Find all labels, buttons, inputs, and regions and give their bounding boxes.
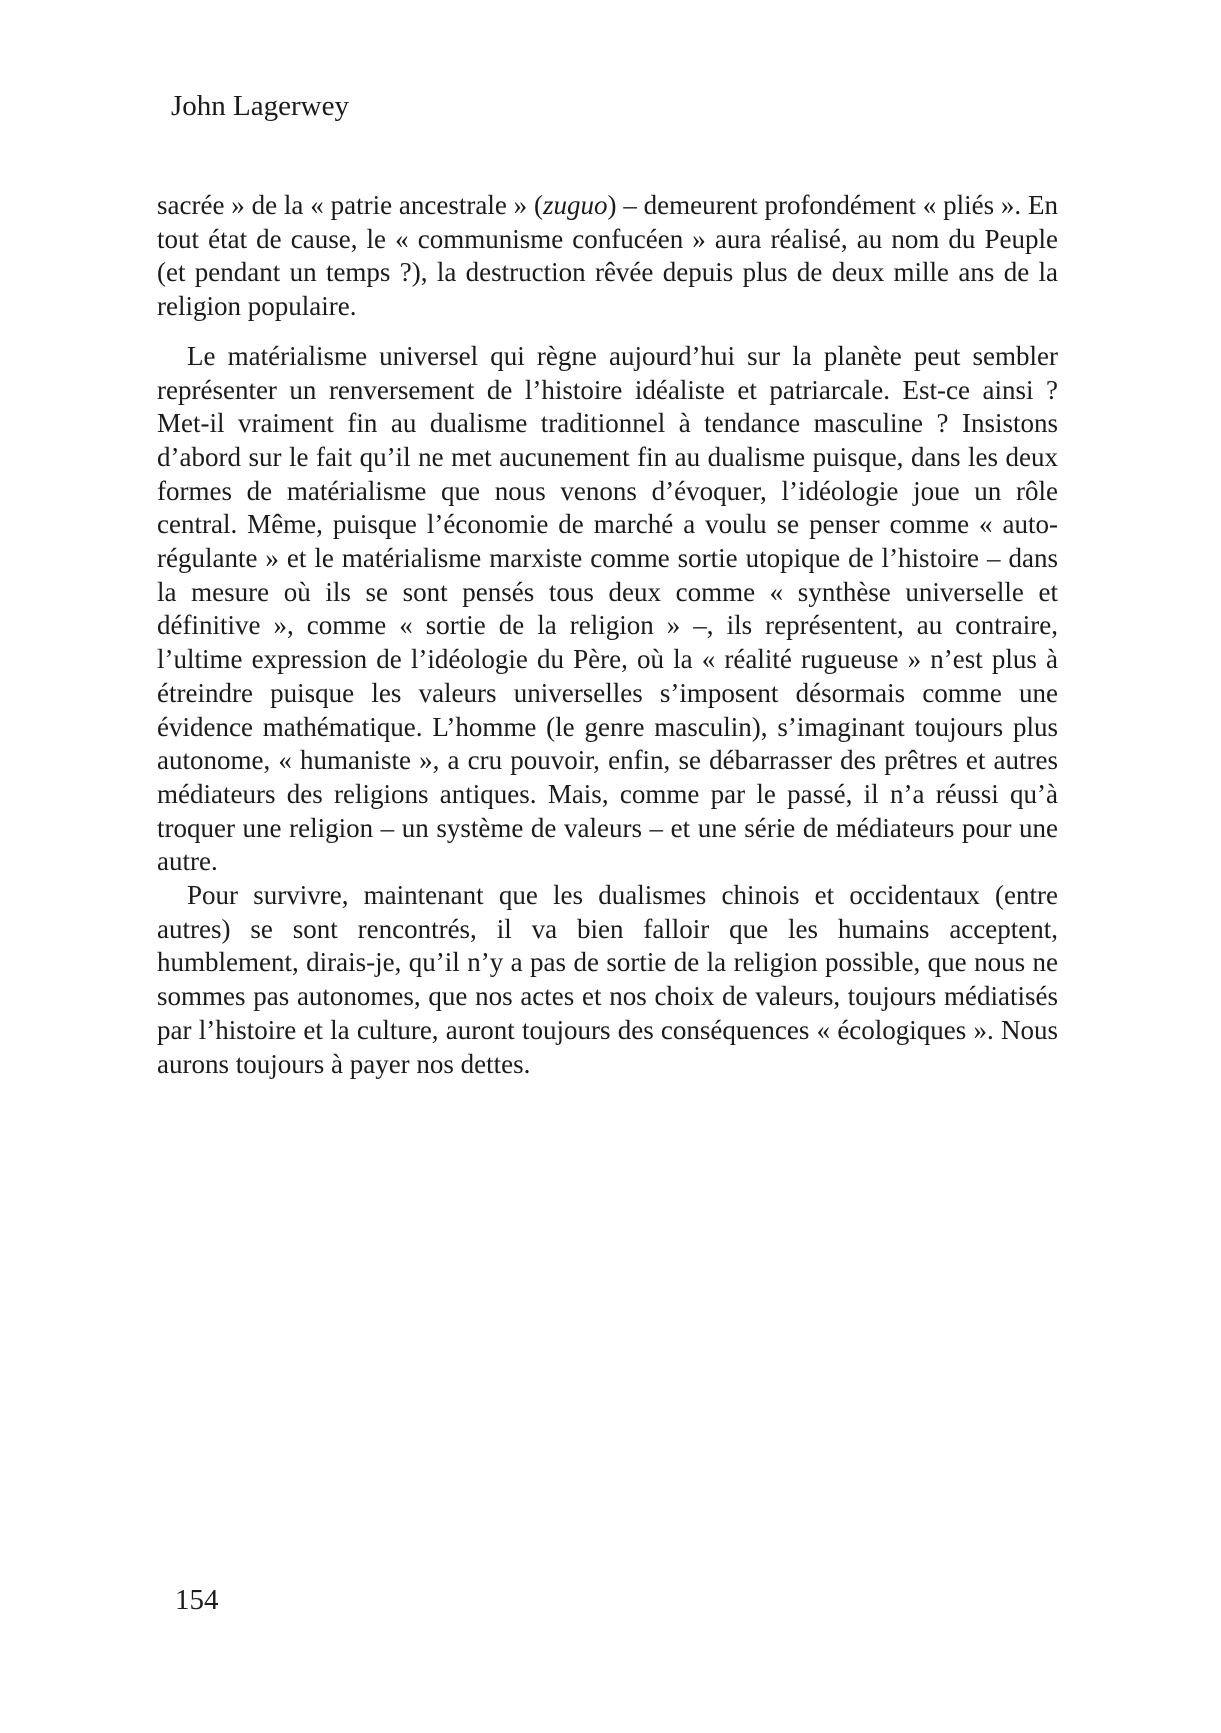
paragraph — [157, 879, 1058, 1081]
text-segment: sacrée » de la « patrie ancestrale » ( — [157, 190, 543, 220]
body-text — [157, 189, 1058, 1081]
text-segment: Le matérialisme universel qui règne aujourd’hui sur la planète peut sembler représenter un renversement de l’histoire idéaliste et patriarcale. Est-ce ainsi ? Met-il vraiment fin au dualisme traditionnel à tendance masculine ? Insistons d’abord sur le fait qu’il ne met aucunement fin au dualisme puisque, dans les deux formes de matérialisme que nous venons d’évoquer, l’idéologie joue un rôle central. Même, puisque l’économie de marché a voulu se penser comme « auto-régulante » et le matérialisme marxiste comme sortie utopique de l’histoire – dans la mesure où ils se sont pensés tous deux comme « synthèse universelle et définitive », comme « sortie de la religion » –, ils représentent, au contraire, l’ultime expression de l’idéologie du Père, où la « réalité rugueuse » n’est plus à étreindre puisque les valeurs universelles s’imposent désormais comme une évidence mathématique. L’homme (le genre masculin), s’imaginant toujours plus autonome, « humaniste », a cru pouvoir, enfin, se débarrasser des prêtres et autres médiateurs des religions antiques. Mais, comme par le passé, il n’a réussi qu’à troquer une religion – un système de valeurs – et une série de médiateurs pour une autre. — [157, 340, 1058, 877]
text-segment: ) – demeurent profondément « pliés ». En tout état de cause, le « communisme confucéen » aura réalisé, au nom du Peuple (et pendant un temps ?), la destruction rêvée depuis plus de deux mille ans de la religion populaire. — [157, 190, 1058, 322]
paragraph — [157, 189, 1058, 324]
paragraph — [157, 340, 1058, 879]
text-segment: Pour survivre, maintenant que les dualismes chinois et occidentaux (entre autres) se sont rencontrés, il va bien falloir que les humains acceptent, humblement, dirais-je, qu’il n’y a pas de sortie de la religion possible, que nous ne sommes pas autonomes, que nos actes et nos choix de valeurs, toujours médiatisés par l’histoire et la culture, auront toujours des conséquences « écologiques ». Nous aurons toujours à payer nos dettes. — [157, 880, 1058, 1079]
running-head-author: John Lagerwey — [171, 90, 349, 122]
italic-text-segment: zuguo — [542, 190, 608, 220]
page-number: 154 — [175, 1584, 219, 1616]
